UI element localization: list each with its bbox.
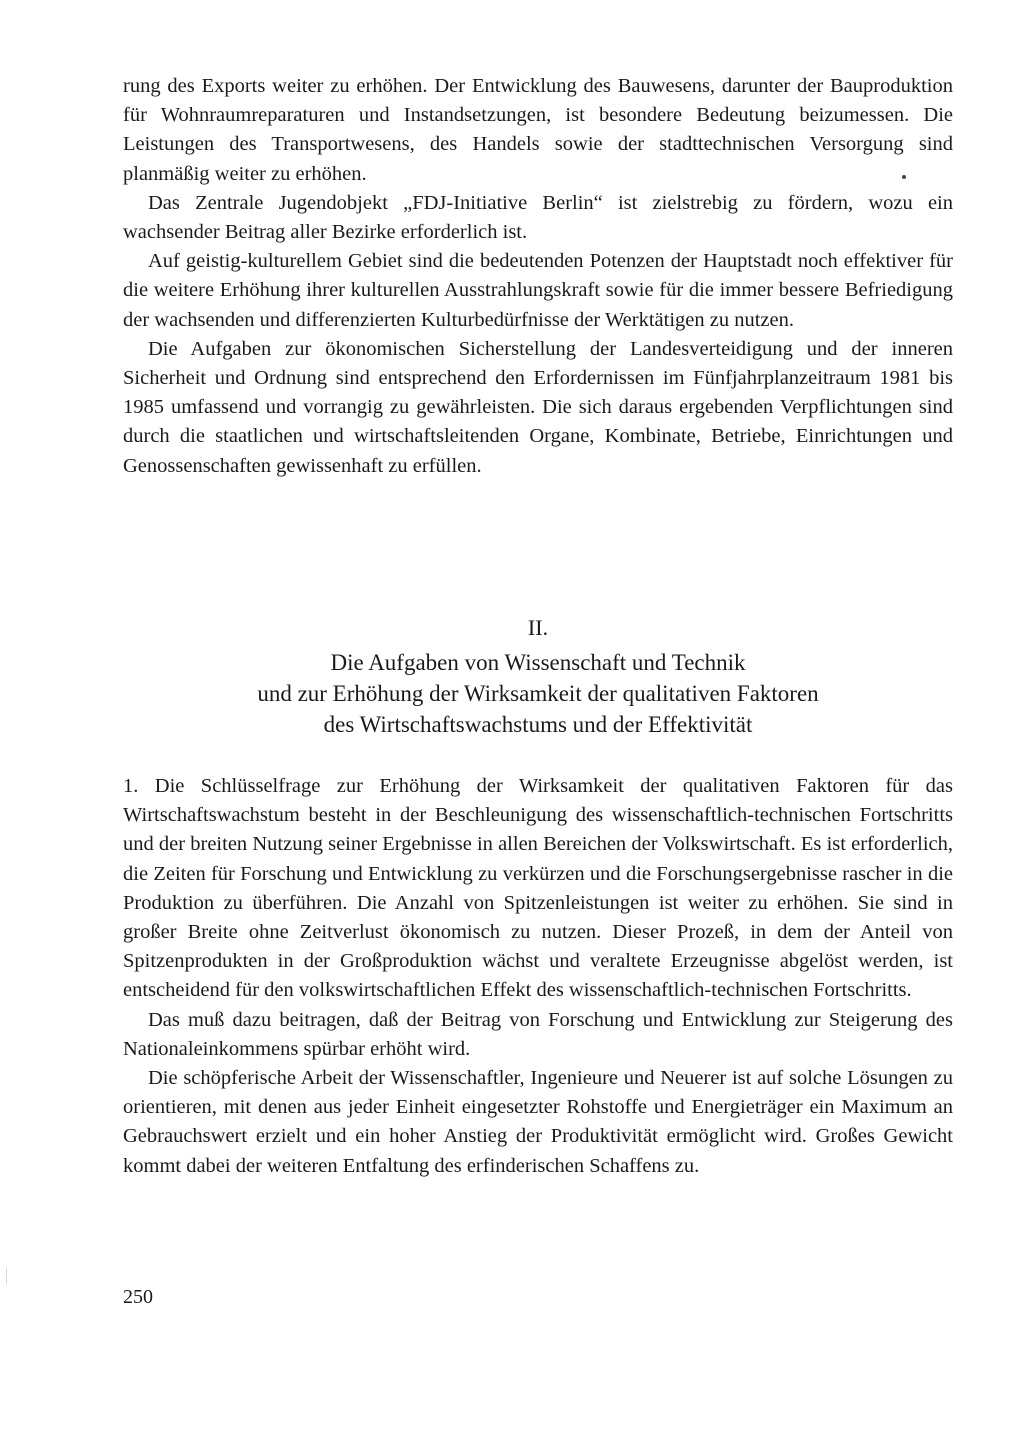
paragraph-key-question: 1. Die Schlüsselfrage zur Erhöhung der Wirksamkeit der qualitativen Faktoren für das Wirtschaftswachstum besteht in der Beschleunigung des wissenschaftlich-technischen Fortschritts und der breiten Nutzung seiner Ergebnisse in allen Bereichen der Volkswirtschaft. Es ist erforderlich, die Zeiten für Forschung und Entwicklung zu verkürzen und die Forschungsergebnisse rascher in die Produktion zu überführen. Die Anzahl von Spitzenleistungen ist weiter zu erhöhen. Sie sind in großer Breite ohne Zeitverlust ökonomisch zu nutzen. Dieser Prozeß, in dem der Anteil von Spitzenprodukten in der Großproduktion wächst und veraltete Erzeugnisse abgelöst werden, ist entscheidend für den volkswirtschaftlichen Effekt des wissenschaftlich-technischen Fortschritts. bbox=[123, 775, 953, 1002]
page-number: 250 bbox=[123, 1286, 153, 1308]
paragraph-national-income: Das muß dazu beitragen, daß der Beitrag von Forschung und Entwicklung zur Steigerung des Nationaleinkommens spürbar erhöht wird. bbox=[123, 1008, 953, 1060]
paragraph-creative-work: Die schöpferische Arbeit der Wissenschaftler, Ingenieure und Neuerer ist auf solche Lösungen zu orientieren, mit denen aus jeder Einheit eingesetzter Rohstoffe und Energieträger ein Maximum an Gebrauchswert erzielt und ein hoher Anstieg der Produktivität ermöglicht wird. Großes Gewicht kommt dabei der weiteren Entfaltung des erfinderischen Schaffens zu. bbox=[123, 1067, 953, 1177]
section-heading bbox=[123, 612, 953, 740]
section-title-line-1: Die Aufgaben von Wissenschaft und Technik bbox=[330, 650, 746, 675]
paragraph-national-defense: Die Aufgaben zur ökonomischen Sicherstellung der Landesverteidigung und der inneren Sicherheit und Ordnung sind entsprechend den Erfordernissen im Fünfjahrplanzeitraum 1981 bis 1985 umfassend und vorrangig zu gewährleisten. Die sich daraus ergebenden Verpflichtungen sind durch die staatlichen und wirtschaftsleitenden Organe, Kombinate, Betriebe, Einrichtungen und Genossenschaften gewissenhaft zu erfüllen. bbox=[123, 337, 953, 477]
paragraph-fdj-initiative: Das Zentrale Jugendobjekt „FDJ-Initiative Berlin“ ist zielstrebig zu fördern, wozu ein wachsender Beitrag aller Bezirke erforderlich ist. bbox=[123, 191, 953, 244]
section-body bbox=[123, 772, 953, 1181]
paragraph-cultural-field: Auf geistig-kulturellem Gebiet sind die bedeutenden Potenzen der Hauptstadt noch effektiver für die weitere Erhöhung ihrer kulturellen Ausstrahlungskraft sowie für die immer bessere Befriedigung der wachsenden und differenzierten Kulturbedürfnisse der Werktätigen zu nutzen. bbox=[123, 250, 953, 331]
stray-dot-mark bbox=[902, 175, 906, 179]
top-section bbox=[123, 72, 953, 481]
section-title-line-3: des Wirtschaftswachstums und der Effektivität bbox=[323, 712, 753, 737]
edge-scan-mark bbox=[6, 1268, 7, 1284]
section-title-line-2: und zur Erhöhung der Wirksamkeit der qualitativen Faktoren bbox=[257, 681, 819, 706]
section-number: II. bbox=[527, 615, 549, 640]
paragraph-export-continuation: rung des Exports weiter zu erhöhen. Der Entwicklung des Bauwesens, darunter der Bauproduktion für Wohnraumreparaturen und Instandsetzungen, ist besondere Bedeutung beizumessen. Die Leistungen des Transportwesens, des Handels sowie der stadttechnischen Versorgung sind planmäßig weiter zu erhöhen. bbox=[123, 75, 953, 185]
